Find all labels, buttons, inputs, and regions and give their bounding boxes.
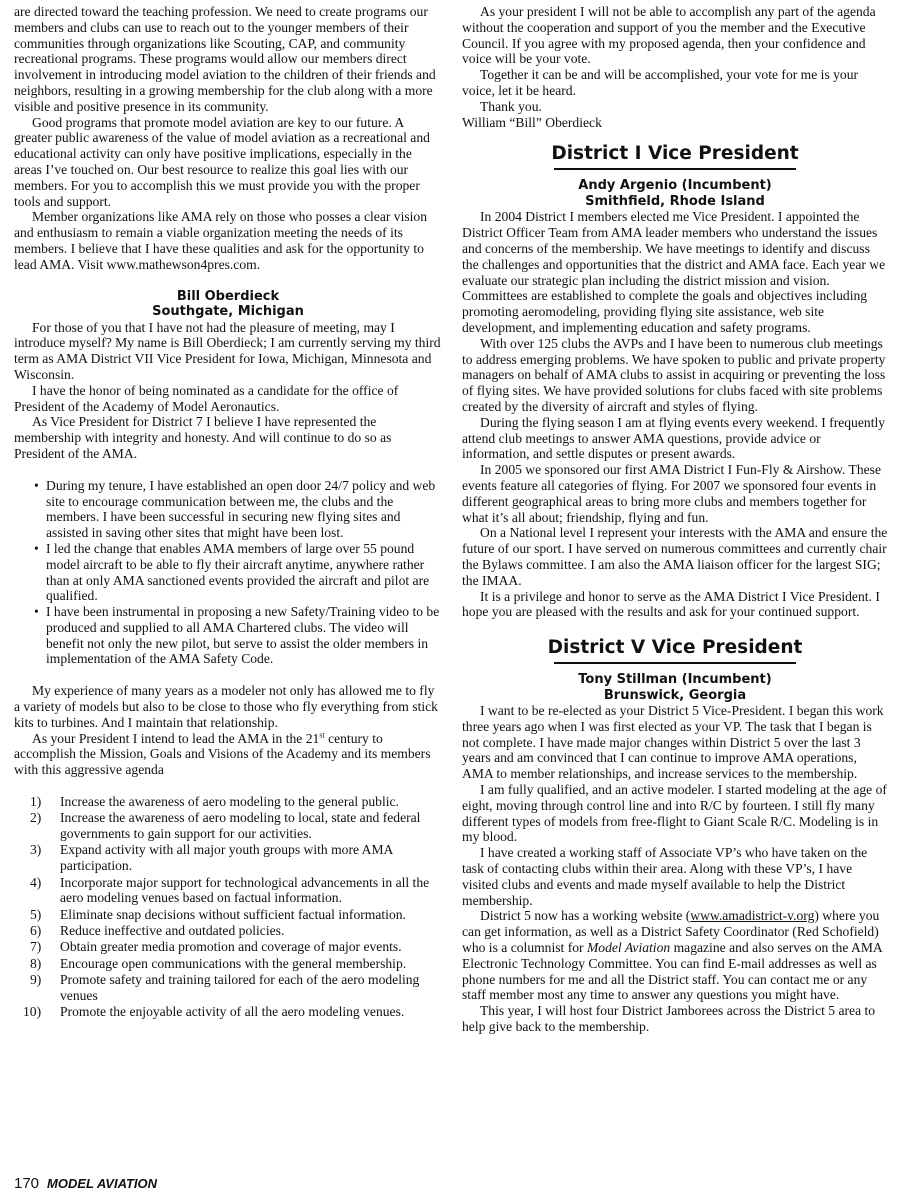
paragraph: Together it can be and will be accomplished, your vote for me is your voice, let it be heard. — [462, 67, 859, 98]
list-item: • During my tenure, I have established an open door 24/7 policy and web site to encourage communication between me, the clubs and the members. I have been successful in securing new flying sites and assisted in saving other sites that might have been lost. — [34, 478, 442, 541]
paragraph: With over 125 clubs the AVPs and I have been to numerous club meetings to address emerging problems. We have spoken to public and private property managers on behalf of AMA clubs to assist in acquiring or preventing the loss of flying sites. We have provided solutions for clubs faced with site problems created by the diversity of aircraft and styles of flying. — [462, 335, 886, 414]
paragraph: On a National level I represent your interests with the AMA and ensure the future of our sport. I have served on numerous committees and currently chair the Bylaws committee. I am also the AMA liaison officer for the largest SIG; the IMAA. — [462, 525, 888, 588]
list-item: 7) Obtain greater media promotion and coverage of major events. — [30, 939, 402, 955]
paragraph: In 2005 we sponsored our first AMA District I Fun-Fly & Airshow. These events feature all categories of flying. For 2007 we sponsored four events in different geographical areas to bring more clubs and members together for what it’s all about; friendship, flying and fun. — [462, 462, 881, 525]
paragraph: For those of you that I have not had the pleasure of meeting, may I introduce myself? My name is Bill Oberdieck; I am currently serving my third term as AMA District VII Vice President for Iowa, Michigan, Minnesota and Wisconsin. — [14, 319, 441, 382]
paragraph: As Vice President for District 7 I believe I have represented the membership with integrity and honesty. And will continue to do so as President of the AMA. — [14, 414, 392, 461]
paragraph: It is a privilege and honor to serve as the AMA District I Vice President. I hope you are pleased with the results and ask for your continued support. — [462, 588, 880, 620]
right-column — [462, 4, 888, 1035]
signature: William “Bill” Oberdieck — [462, 114, 602, 130]
paragraph: District 5 now has a working website (www.amadistrict-v.org) where you can get information, as well as a District Safety Coordinator (Red Schofield) who is a columnist for Model Aviation magazine and also serves on the AMA Electronic Technology Committee. You can find E-mail addresses as well as phone numbers for me and all the District staff. You can contact me or any staff member most any time to answer any questions you might have. — [462, 908, 882, 1003]
list-item: 9) Promote safety and training tailored for each of the aero modeling venues — [30, 971, 420, 1003]
list-item: 5) Eliminate snap decisions without sufficient factual information. — [30, 906, 406, 922]
paragraph: Thank you. — [480, 98, 542, 114]
list-item: • I have been instrumental in proposing a new Safety/Training video to be produced and supplied to all AMA Chartered clubs. The video will benefit not only the new pilot, but serve to assist the older members in implementation of the AMA Safety Code. — [34, 604, 442, 667]
left-column — [14, 4, 442, 1020]
byline-name: Bill Oberdieck — [176, 288, 280, 304]
page-footer — [14, 1175, 157, 1193]
list-item: 2) Increase the awareness of aero modeling to local, state and federal governments to gain support for our activities. — [30, 810, 421, 842]
paragraph: My experience of many years as a modeler not only has allowed me to fly a variety of models but also to be close to those who fly everything from stick kits to turbines. And I maintain that relationship. — [14, 683, 438, 730]
paragraph: Good programs that promote model aviation are key to our future. A greater public awareness of the value of model aviation as a recreational and educational activity can only have positive implications, especially in the areas I’ve touched on. Our best resource to realize this goal lies with our members. For you to accomplish this we must provide you with the proper tools and support. — [14, 114, 430, 209]
section-heading: District V Vice President — [547, 637, 803, 659]
accomplishments-list — [14, 478, 442, 668]
paragraph: During the flying season I am at flying events every weekend. I frequently attend club meetings to answer AMA questions, provide advice or information, and settle disputes or present awards. — [462, 414, 886, 462]
paragraph: I want to be re-elected as your District 5 Vice-President. I began this work three years ago when I was first elected as your VP. The task that I began is not complete. I have made major changes within District 5 over the last 3 years and am convinced that I can continue to improve AMA operations, AMA to member relationships, and increase services to the membership. — [462, 703, 884, 782]
byline-name: Andy Argenio (Incumbent) — [578, 178, 772, 194]
byline-name: Tony Stillman (Incumbent) — [578, 672, 772, 688]
paragraph: In 2004 District I members elected me Vice President. I appointed the District Officer Team from AMA leader members who understand the issues and concerns of the membership. We have meetings to identify and discuss the challenges and opportunities that the district and AMA face. Each year we evaluate our strategic plan including the district mission and vision. Committees are established to complete the goals and objectives including promoting aeromodeling, providing flying site assistance, web site development, and implementing education and safety programs. — [462, 209, 886, 335]
paragraph: Member organizations like AMA rely on those who posses a clear vision and enthusiasm to remain a viable organization meeting the needs of its members. I believe that I have these qualities and ask for the opportunity to lead AMA. Visit www.mathewson4pres.com. — [14, 209, 428, 272]
paragraph: This year, I will host four District Jamborees across the District 5 area to help give back to the membership. — [462, 1003, 876, 1035]
agenda-list — [14, 794, 442, 1020]
section-heading: District I Vice President — [551, 143, 799, 165]
paragraph: I have the honor of being nominated as a candidate for the office of President of the Academy of Model Aeronautics. — [14, 382, 399, 414]
paragraph: I am fully qualified, and an active modeler. I started modeling at the age of eight, moving through control line and into R/C by fourteen. I still fly many different types of models from free-flight to Giant Scale R/C. Modeling is in my blood. — [462, 782, 887, 845]
paragraph: As your President I intend to lead the AMA in the 21st century to accomplish the Mission, Goals and Visions of the Academy and its members with this aggressive agenda — [14, 730, 431, 778]
divider — [554, 662, 796, 664]
paragraph: are directed toward the teaching profession. We need to create programs our members and clubs can use to reach out to the younger members of their communities through organizations like Scouting, CAP, and community recreational programs. These programs would allow our members direct involvement in introducing model aviation to the children of their friends and neighbors, resulting in a growing membership for the club along with a more visible and positive presence in its community. — [14, 4, 436, 114]
magazine-title: Model Aviation — [586, 940, 671, 956]
superscript: st — [319, 730, 325, 740]
paragraph: As your president I will not be able to accomplish any part of the agenda without the cooperation and support of you the member and the Executive Council. If you agree with my proposed agenda, then your confidence and voice will be your vote. — [462, 4, 876, 67]
magazine-name: MODEL AVIATION — [47, 1176, 158, 1191]
website-link[interactable]: www.amadistrict-v.org — [690, 908, 815, 924]
list-item: 10) Promote the enjoyable activity of all the aero modeling venues. — [23, 1003, 405, 1019]
list-item: 6) Reduce ineffective and outdated policies. — [30, 922, 285, 938]
list-item: • I led the change that enables AMA members of large over 55 pound model aircraft to be able to fly their aircraft anytime, anywhere rather than at only AMA sanctioned events provided the aircraft and pilot are qualified. — [34, 541, 442, 604]
divider — [554, 168, 796, 170]
byline-place: Southgate, Michigan — [152, 304, 304, 320]
list-item: 3) Expand activity with all major youth groups with more AMA participation. — [30, 842, 393, 874]
paragraph: I have created a working staff of Associate VP’s who have taken on the task of contacting clubs within their area. Along with these VP’s, I have visited clubs and events and made myself available to help the District membership. — [462, 845, 868, 908]
page-number: 170 — [14, 1175, 40, 1192]
list-item: 8) Encourage open communications with the general membership. — [30, 955, 407, 971]
list-item: 4) Incorporate major support for technological advancements in all the aero modeling venues based on factual information. — [30, 874, 430, 906]
byline-place: Brunswick, Georgia — [603, 687, 747, 703]
byline-place: Smithfield, Rhode Island — [585, 193, 765, 209]
list-item: 1) Increase the awareness of aero modeling to the general public. — [30, 794, 399, 810]
